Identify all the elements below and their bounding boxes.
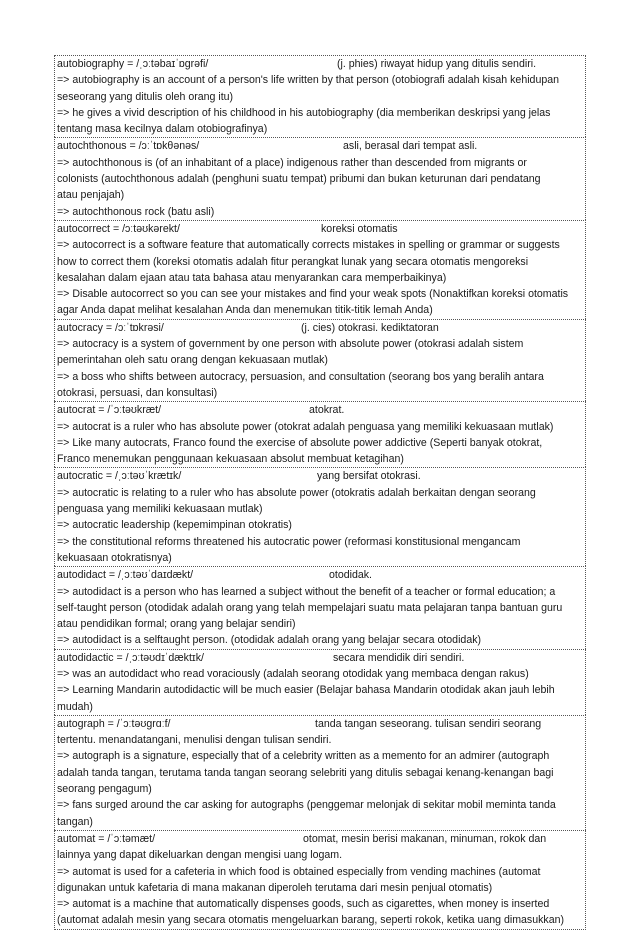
entry-line: atau pendidikan formal; orang yang belajar sendiri) [57,618,296,631]
entry-line: lainnya yang dapat dikeluarkan dengan mengisi uang logam. [57,849,343,862]
entry-line: => autodidact is a person who has learned a subject without the benefit of a teacher or formal education; a [57,585,556,598]
entry-line: => Like many autocrats, Franco found the exercise of absolute power addictive (Seperti banyak otokrat, [57,436,543,449]
entry-autocratic [54,467,586,566]
translation: otodidak. [329,569,372,582]
entry-line: penguasa yang memiliki kekuasaan mutlak) [57,503,263,516]
entry-line: colonists (autochthonous adalah (penghuni suatu tempat) pribumi dan bukan keturunan dari pendatang [57,173,541,186]
translation: koreksi otomatis [321,222,398,235]
entry-line: tentang masa kecilnya dalam otobiografinya) [57,123,268,136]
entry-line: seseorang yang ditulis oleh orang itu) [57,90,234,103]
entry-autocrat [54,401,586,467]
headword: autobiography = /ˌɔːtəbaɪˈɒgrəfi/ [57,58,209,70]
entry-line: => was an autodidact who read voraciously (adalah seorang otodidak yang membaca dengan rakus) [57,667,529,680]
entry-line: => autocratic leadership (kepemimpinan otokratis) [57,519,292,532]
headword: autograph = /ˈɔːtəʊgrɑːf/ [57,717,171,730]
entry-line: Franco menemukan penggunaan kekuasaan absolut membuat ketagihan) [57,453,404,466]
entry-autochthonous [54,137,586,219]
entry-autodidact [54,566,586,648]
entry-line: how to correct them (koreksi otomatis adalah fitur perangkat lunak yang secara otomatis mengoreksi [57,255,529,268]
entry-line: pemerintahan oleh satu orang dengan kekuasaan mutlak) [57,354,328,367]
entry-line: => autocracy is a system of government by one person with absolute power (otokrasi adalah sistem [57,338,524,351]
translation: tanda tangan seseorang. tulisan sendiri seorang [315,717,542,730]
entry-autocracy [54,319,586,401]
entry-line: => a boss who shifts between autocracy, persuasion, and consultation (seorang bos yang beralih antara [57,370,544,383]
entry-line: => Disable autocorrect so you can see your mistakes and find your weak spots (Nonaktifkan koreksi otomatis [57,288,569,301]
entry-line: => autodidact is a selftaught person. (otodidak adalah orang yang belajar secara otodidak) [57,634,482,647]
entry-line: tangan) [57,815,93,828]
entry-line: => Learning Mandarin autodidactic will be much easier (Belajar bahasa Mandarin otodidak akan jauh lebih [57,684,555,697]
dictionary-page [54,55,586,930]
entry-line: mudah) [57,700,93,713]
translation: otomat, mesin berisi makanan, minuman, rokok dan [303,832,547,845]
entry-line: seorang pengagum) [57,783,152,796]
entry-line: => automat is a machine that automatically dispenses goods, such as cigarettes, when money is inserted [57,898,550,911]
headword: automat = /ˈɔːtəmæt/ [57,832,156,845]
headword: autochthonous = /ɔːˈtɒkθənəs/ [57,140,200,153]
entry-line: kekuasaan otokratisnya) [57,551,172,564]
entry-line: => the constitutional reforms threatened his autocratic power (reformasi konstitusional mengancam [57,535,521,548]
headword: autodidactic = /ˌɔːtəʊdɪˈdæktɪk/ [57,651,204,664]
entry-line: => autocratic is relating to a ruler who has absolute power (otokratis adalah berkaitan dengan seorang [57,486,536,499]
translation: yang bersifat otokrasi. [317,470,421,483]
entry-line: tertentu. menandatangani, menulisi dengan tulisan sendiri. [57,734,332,747]
entry-line: (automat adalah mesin yang secara otomatis mengeluarkan barang, seperti rokok, ketika uang dimasukkan) [57,914,565,927]
entry-line: agar Anda dapat melihat kesalahan Anda dan menemukan titik-titik lemah Anda) [57,304,433,317]
entry-line: digunakan untuk kafetaria di mana makanan diperoleh terutama dari mesin penjual otomatis) [57,881,493,894]
entry-line: adalah tanda tangan, terutama tanda tangan seorang selebriti yang ditulis sebagai kenang-kenangan bagi [57,766,554,779]
headword: autodidact = /ˌɔːtəʊˈdaɪdækt/ [57,569,194,582]
headword: autocorrect = /ɔːtəʊkərekt/ [57,222,180,235]
entry-line: self-taught person (otodidak adalah orang yang telah mempelajari suatu mata pelajaran tanpa bantuan guru [57,601,563,614]
translation: atokrat. [309,404,345,417]
translation: secara mendidik diri sendiri. [333,651,465,664]
entry-line: => autocorrect is a software feature that automatically corrects mistakes in spelling or grammar or suggests [57,239,560,252]
entry-line: => autocrat is a ruler who has absolute power (otokrat adalah penguasa yang memiliki kekuasaan mutlak) [57,420,554,433]
headword: autocracy = /ɔːˈtɒkrəsi/ [57,321,164,334]
entry-line: => autochthonous is (of an inhabitant of a place) indigenous rather than descended from migrants or [57,156,527,169]
translation: (j. cies) otokrasi. kediktatoran [301,321,439,334]
entry-line: => fans surged around the car asking for autographs (penggemar melonjak di sekitar mobil meminta tanda [57,799,556,812]
entry-line: => automat is used for a cafeteria in which food is obtained especially from vending machines (automat [57,865,541,878]
entry-line: kesalahan dalam ejaan atau tata bahasa atau menyarankan cara memperbaikinya) [57,271,447,284]
translation: asli, berasal dari tempat asli. [343,140,478,153]
entry-automat [54,830,586,930]
entry-line: => autograph is a signature, especially that of a celebrity written as a memento for an admirer (autograph [57,750,550,763]
entry-autocorrect [54,220,586,319]
entry-autobiography [54,55,586,137]
entry-line: otokrasi, persuasi, dan konsultasi) [57,386,218,399]
headword: autocrat = /ˈɔːtəʊkræt/ [57,404,162,417]
headword: autocratic = /ˌɔːtəʊˈkrætɪk/ [57,470,182,483]
translation: (j. phies) riwayat hidup yang ditulis sendiri. [337,58,537,70]
entry-line: atau penjajah) [57,189,125,202]
entry-line: => he gives a vivid description of his childhood in his autobiography (dia memberikan deskripsi yang jelas [57,106,551,119]
entry-autograph [54,715,586,830]
entry-autodidactic [54,649,586,715]
entry-line: => autochthonous rock (batu asli) [57,205,215,218]
entry-line: => autobiography is an account of a person's life written by that person (otobiografi adalah kisah kehidupan [57,74,560,87]
